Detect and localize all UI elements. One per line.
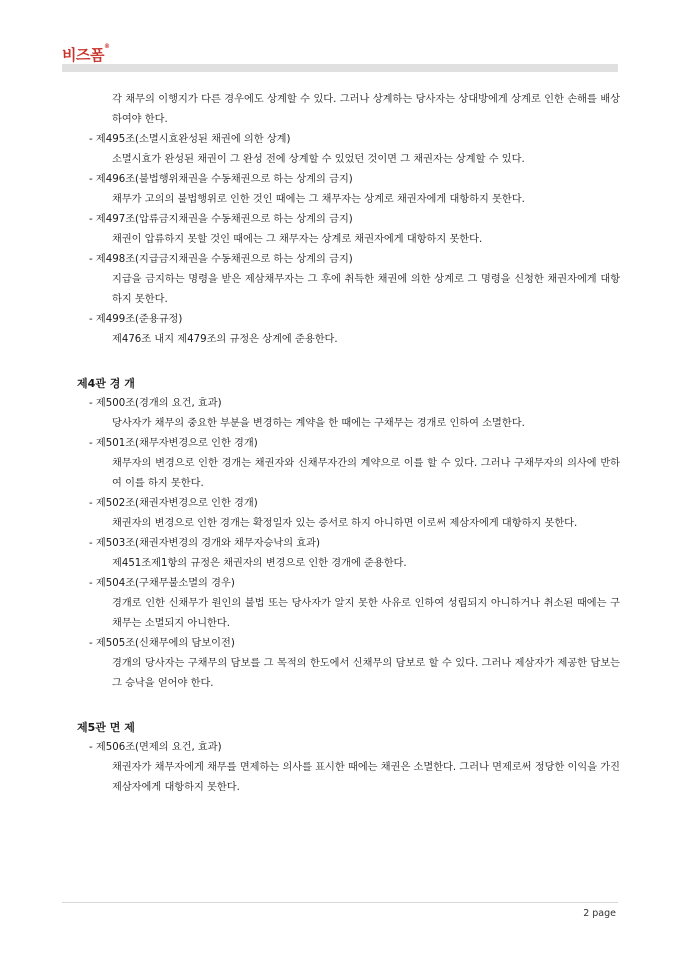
article-body: 당사자가 채무의 중요한 부분을 변경하는 계약을 한 때에는 구채무는 경개로 인하여 소멸한다. — [112, 418, 525, 429]
page-number: 2 page — [583, 908, 616, 919]
article-title: - 제496조(불법행위채권을 수동채권으로 하는 상계의 금지) — [89, 174, 353, 185]
article-title: - 제499조(준용규정) — [89, 314, 183, 325]
article-495 — [75, 130, 620, 170]
document-body — [75, 90, 620, 798]
article-506 — [75, 738, 620, 798]
section-gap — [75, 694, 620, 718]
bizform-logo — [62, 44, 109, 65]
article-body: 채무자의 변경으로 인한 경개는 채권자와 신채무자간의 계약으로 이를 할 수 있다. 그러나 구채무자의 의사에 반하여 이를 하지 못한다. — [112, 458, 620, 489]
article-502 — [75, 494, 620, 534]
registered-mark: ® — [103, 43, 110, 50]
section-gap — [75, 350, 620, 374]
article-504 — [75, 574, 620, 634]
article-title: - 제503조(채권자변경의 경개와 채무자승낙의 효과) — [89, 538, 321, 549]
article-500 — [75, 394, 620, 434]
article-body: 제451조제1항의 규정은 채권자의 변경으로 인한 경개에 준용한다. — [112, 558, 407, 569]
article-body: 채무가 고의의 불법행위로 인한 것인 때에는 그 채무자는 상계로 채권자에게 대항하지 못한다. — [112, 194, 525, 205]
article-body: 경개의 당사자는 구채무의 담보를 그 목적의 한도에서 신채무의 담보로 할 수 있다. 그러나 제삼자가 제공한 담보는 그 승낙을 얻어야 한다. — [112, 658, 620, 689]
article-498 — [75, 250, 620, 310]
logo-text: 비즈폼 — [62, 46, 104, 64]
section-title-release: 제5관 면 제 — [77, 721, 135, 734]
article-501 — [75, 434, 620, 494]
article-title: - 제495조(소멸시효완성된 채권에 의한 상계) — [89, 134, 291, 145]
article-title: - 제497조(압류금지채권을 수동채권으로 하는 상계의 금지) — [89, 214, 353, 225]
article-title: - 제501조(채무자변경으로 인한 경개) — [89, 438, 258, 449]
article-505 — [75, 634, 620, 694]
article-body: 지급을 금지하는 명령을 받은 제삼채무자는 그 후에 취득한 채권에 의한 상계로 그 명령을 신청한 채권자에게 대항하지 못한다. — [112, 274, 620, 305]
article-title: - 제505조(신채무에의 담보이전) — [89, 638, 235, 649]
article-title: - 제502조(채권자변경으로 인한 경개) — [89, 498, 258, 509]
section-title-novation: 제4관 경 개 — [77, 377, 135, 390]
article-title: - 제498조(지급금지채권을 수동채권으로 하는 상계의 금지) — [89, 254, 353, 265]
article-503 — [75, 534, 620, 574]
article-499 — [75, 310, 620, 350]
article-body: 채권이 압류하지 못할 것인 때에는 그 채무자는 상계로 채권자에게 대항하지 못한다. — [112, 234, 483, 245]
article-body: 채권자가 채무자에게 채무를 면제하는 의사를 표시한 때에는 채권은 소멸한다. 그러나 면제로써 정당한 이익을 가진 제삼자에게 대항하지 못한다. — [112, 762, 620, 793]
article-title: - 제504조(구채무불소멸의 경우) — [89, 578, 235, 589]
continued-paragraph: 각 채무의 이행지가 다른 경우에도 상계할 수 있다. 그러나 상계하는 당사자는 상대방에게 상계로 인한 손해를 배상하여야 한다. — [112, 94, 620, 125]
footer-divider — [62, 902, 618, 903]
article-body: 소멸시효가 완성된 채권이 그 완성 전에 상계할 수 있었던 것이면 그 채권자는 상계할 수 있다. — [112, 154, 525, 165]
article-body: 채권자의 변경으로 인한 경개는 확정일자 있는 증서로 하지 아니하면 이로써 제삼자에게 대항하지 못한다. — [112, 518, 578, 529]
header-bar — [62, 64, 618, 72]
article-body: 경개로 인한 신채무가 원인의 불법 또는 당사자가 알지 못한 사유로 인하여 성립되지 아니하거나 취소된 때에는 구채무는 소멸되지 아니한다. — [112, 598, 620, 629]
article-496 — [75, 170, 620, 210]
article-title: - 제506조(면제의 요건, 효과) — [89, 742, 222, 753]
article-497 — [75, 210, 620, 250]
article-body: 제476조 내지 제479조의 규정은 상계에 준용한다. — [112, 334, 338, 345]
article-title: - 제500조(경개의 요건, 효과) — [89, 398, 222, 409]
